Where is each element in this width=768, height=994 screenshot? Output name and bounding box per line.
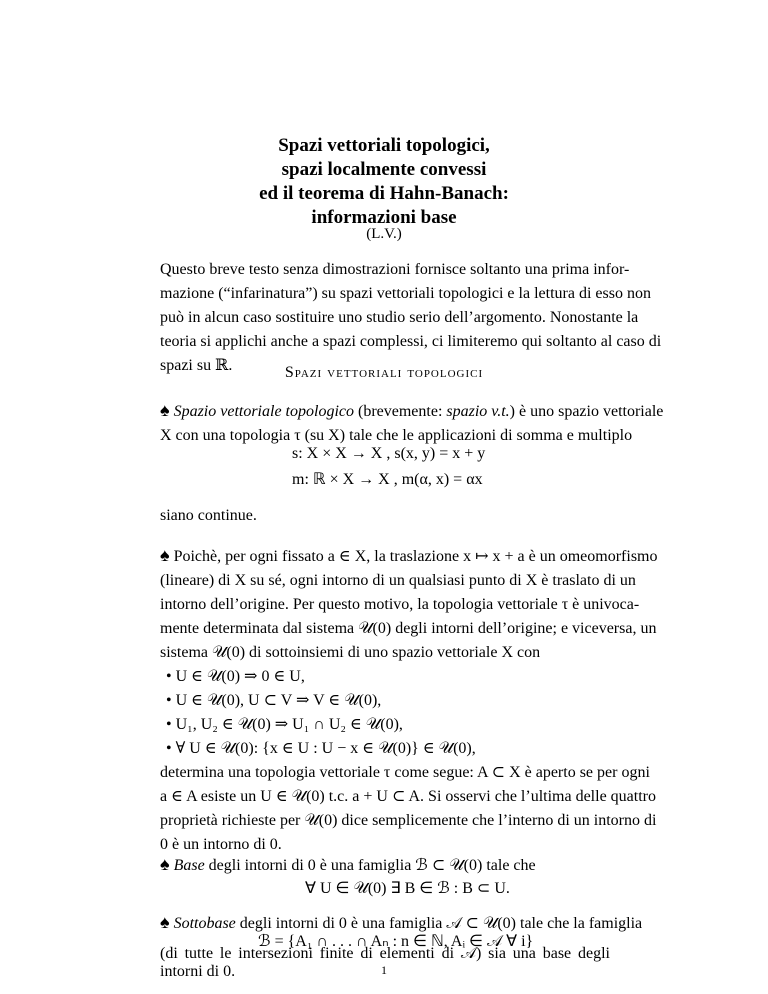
intro-paragraph: [160, 258, 662, 378]
paragraph-subbase-end: (di tutte le intersezioni finite di elementi di 𝒜) sia una base degli intorni di 0.: [160, 945, 610, 980]
intro-line: può in alcun caso sostituire uno studio serio dell’argomento. Nonostante la: [160, 309, 639, 326]
list-item: • ∀ U ∈ 𝒰(0): {x ∈ U : U − x ∈ 𝒰(0)} ∈ 𝒰(0),: [166, 740, 476, 757]
term-tvs: Spazio vettoriale topologico: [173, 403, 354, 420]
title-line-4: informazioni base: [311, 207, 457, 228]
equation-base: ∀ U ∈ 𝒰(0) ∃ B ∈ ℬ : B ⊂ U.: [305, 880, 510, 897]
title-line-3: ed il teorema di Hahn-Banach:: [259, 183, 509, 204]
page-number: 1: [381, 963, 387, 977]
intro-line: mazione (“infarinatura”) su spazi vettoriali topologici e la lettura di esso non: [160, 285, 651, 302]
spade-icon: ♠: [160, 545, 170, 565]
author-initials: (L.V.): [366, 226, 402, 242]
paragraph-subbase: ♠ Sottobase degli intorni di 0 è una famiglia 𝒜 ⊂ 𝒰(0) tale che la famiglia: [160, 912, 643, 932]
spade-icon: ♠: [160, 400, 170, 420]
spade-icon: ♠: [160, 854, 170, 874]
title-line-2: spazi localmente convessi: [281, 159, 487, 180]
intro-line: spazi su ℝ.: [160, 357, 233, 374]
equation-subbase: ℬ = {A₁ ∩ . . . ∩ Aₙ : n ∈ ℕ, Aᵢ ∈ 𝒜 ∀ i}: [258, 933, 534, 950]
intro-line: Questo breve testo senza dimostrazioni fornisce soltanto una prima infor-: [160, 261, 630, 278]
document-title: [0, 134, 768, 230]
list-item: • U ∈ 𝒰(0), U ⊂ V ⇒ V ∈ 𝒰(0),: [166, 692, 382, 709]
title-line-1: Spazi vettoriali topologici,: [278, 135, 490, 156]
equation-multiple: m: ℝ × X → X , m(α, x) = αx: [292, 471, 483, 488]
paragraph-continuation: siano continue.: [160, 507, 257, 524]
equation-sum: s: X × X → X , s(x, y) = x + y: [292, 445, 486, 462]
term-short: spazio v.t.: [446, 403, 510, 420]
list-item: • U ∈ 𝒰(0) ⇒ 0 ∈ U,: [166, 668, 305, 685]
paragraph-definition-tvs: ♠ Spazio vettoriale topologico (brevemente: spazio v.t.) è uno spazio vettoriale X con una topologia τ (su X) tale che le applicazioni di somma e multiplo: [160, 400, 664, 444]
list-item: • U₁, U₂ ∈ 𝒰(0) ⇒ U₁ ∩ U₂ ∈ 𝒰(0),: [166, 716, 403, 733]
term-base: Base: [173, 857, 205, 874]
section-heading: Spazi vettoriali topologici: [284, 364, 484, 381]
intro-line: teoria si applichi anche a spazi complessi, ci limiteremo qui soltanto al caso di: [160, 333, 662, 350]
paragraph-translation: ♠ Poichè, per ogni fissato a ∈ X, la traslazione x ↦ x + a è un omeomorfismo (lineare) di X su sé, ogni intorno di un qualsiasi punto di X è traslato di un intorno dell’origine. Per questo motivo, la topologia vettoriale τ è univoca- mente determinata dal sistema 𝒰(0) degli intorni dell’origine; e viceversa, un sistema 𝒰(0) di sottoinsiemi di uno spazio vettoriale X con • U ∈ 𝒰(0) ⇒ 0 ∈ U, • U ∈ 𝒰(0), U ⊂ V ⇒ V ∈ 𝒰(0), • U₁, U₂ ∈ 𝒰(0) ⇒ U₁ ∩ U₂ ∈ 𝒰(0), • ∀ U ∈ 𝒰(0): {x ∈ U : U − x ∈ 𝒰(0)} ∈ 𝒰(0), determina una topologia vettoriale τ come segue: A ⊂ X è aperto se per ogni a ∈ A esiste un U ∈ 𝒰(0) t.c. a + U ⊂ A. Si osservi che l’ultima delle quattro proprietà richieste per 𝒰(0) dice semplicemente che l’interno di un intorno di 0 è un intorno di 0.: [160, 545, 658, 853]
paragraph-base: ♠ Base degli intorni di 0 è una famiglia ℬ ⊂ 𝒰(0) tale che: [160, 854, 536, 874]
spade-icon: ♠: [160, 912, 170, 932]
term-subbase: Sottobase: [173, 915, 236, 932]
